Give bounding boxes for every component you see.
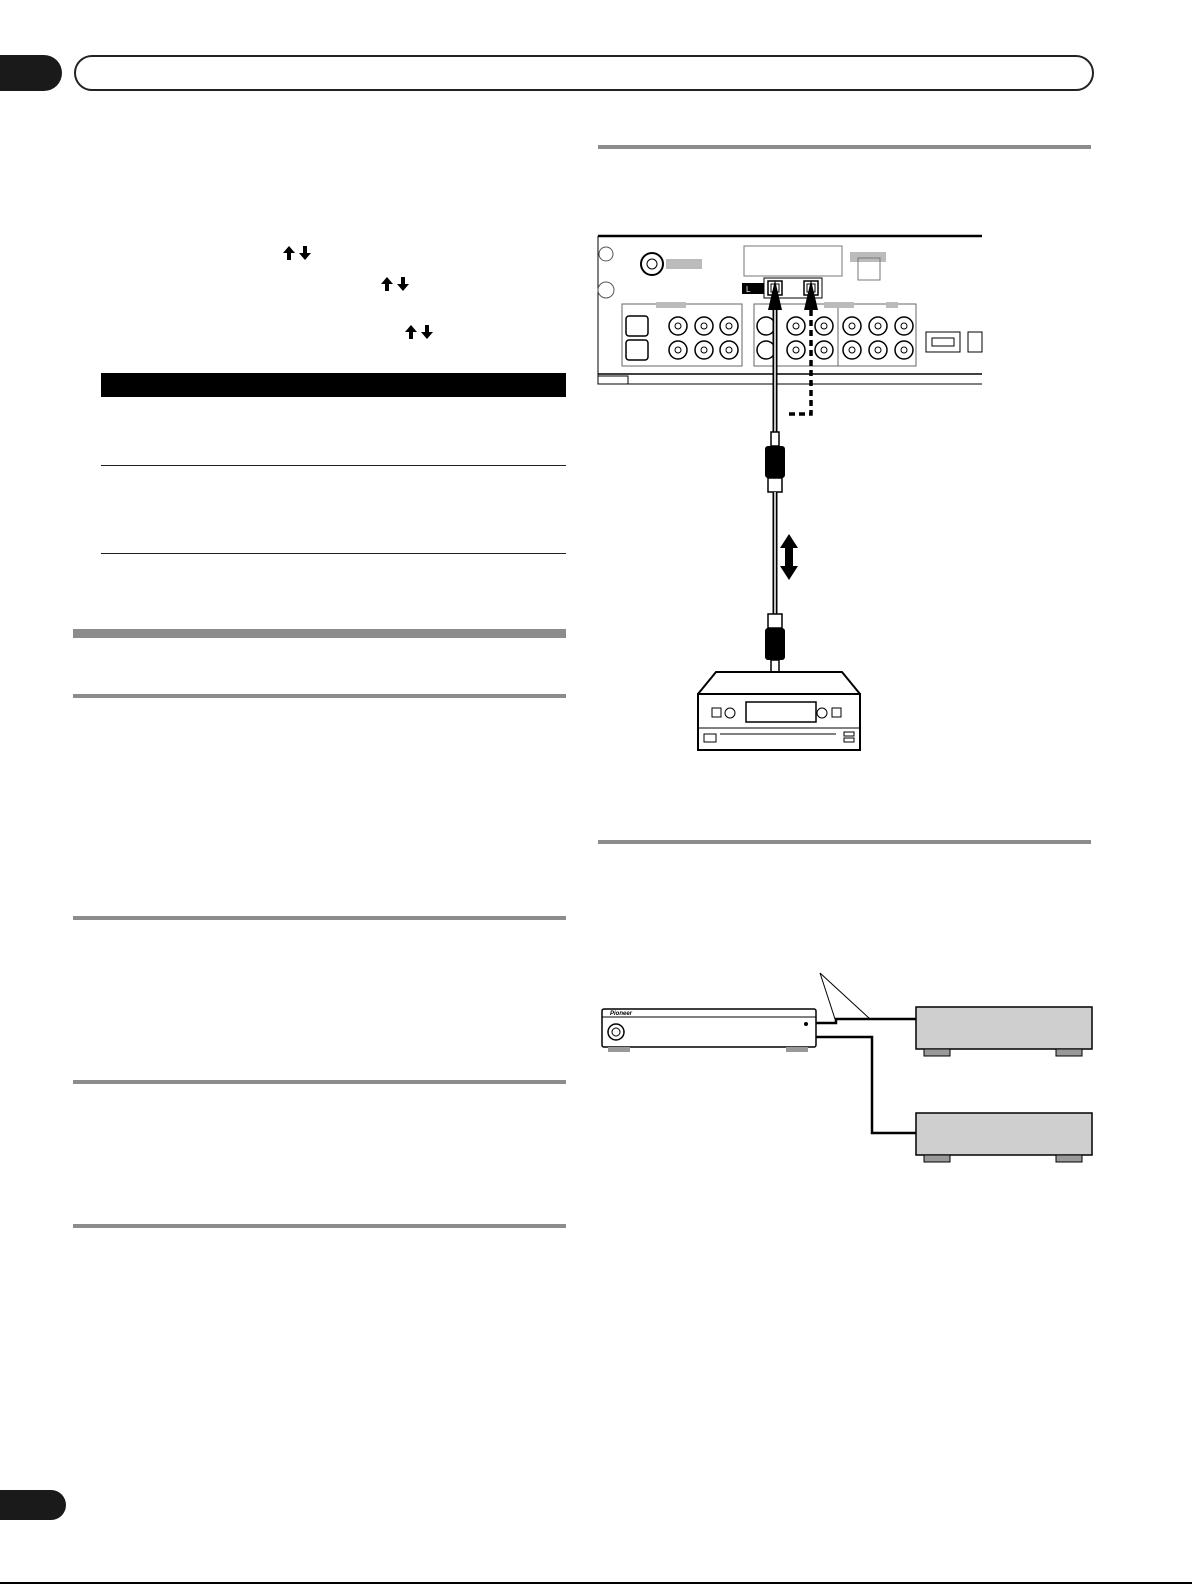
brand-logo: Pioneer xyxy=(610,1011,633,1017)
table-header xyxy=(101,373,566,397)
audio-device-illustration xyxy=(698,672,860,750)
arrow-keys-3 xyxy=(405,325,433,339)
section-rule-major xyxy=(73,629,566,638)
arrow-keys-1 xyxy=(283,246,311,260)
connection-diagram-optical xyxy=(596,232,988,760)
up-arrow-icon xyxy=(381,277,393,291)
peripheral-device-1 xyxy=(916,1007,1092,1056)
optical-cable xyxy=(765,280,818,672)
down-arrow-icon xyxy=(299,246,311,260)
subsection-rule xyxy=(73,916,566,920)
chapter-tab xyxy=(0,55,62,91)
double-arrow-icon xyxy=(780,534,798,580)
arrow-keys-2 xyxy=(381,277,409,291)
down-arrow-icon xyxy=(397,277,409,291)
table-row-divider xyxy=(101,465,566,466)
peripheral-device-2 xyxy=(916,1113,1092,1162)
subsection-rule xyxy=(73,1224,566,1228)
media-receiver-illustration xyxy=(602,1009,816,1052)
subsection-rule xyxy=(73,694,566,698)
running-header-bar xyxy=(74,55,1094,91)
page-number-tab xyxy=(0,1490,66,1520)
panel-label: L xyxy=(746,285,751,294)
subsection-rule xyxy=(598,840,1091,844)
page-bottom-rule xyxy=(0,1582,1192,1584)
table-row-divider xyxy=(101,553,566,554)
control-cables xyxy=(816,973,916,1133)
subsection-rule xyxy=(73,1080,566,1084)
down-arrow-icon xyxy=(421,325,433,339)
up-arrow-icon xyxy=(283,246,295,260)
rear-panel xyxy=(598,236,982,384)
connection-diagram-control xyxy=(596,965,1096,1165)
up-arrow-icon xyxy=(405,325,417,339)
subsection-rule xyxy=(598,145,1091,149)
